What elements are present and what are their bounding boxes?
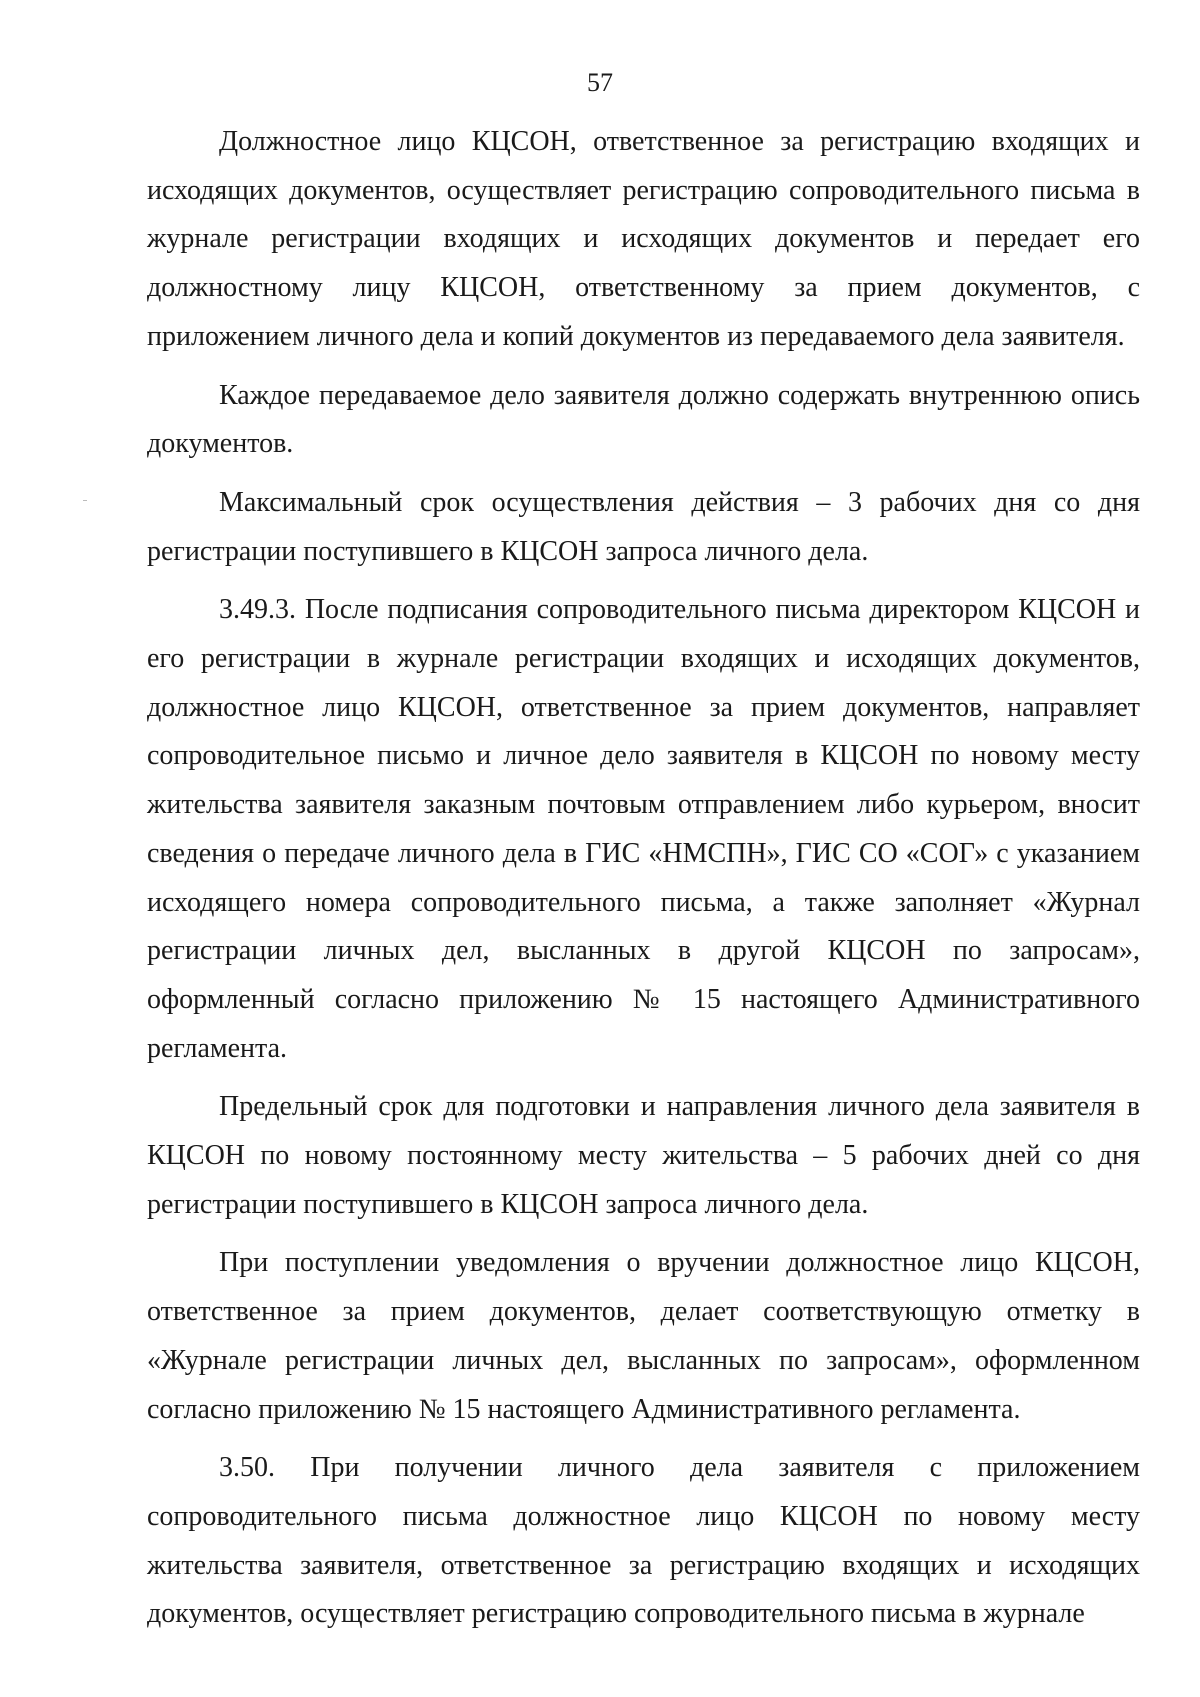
paragraph-delivery-notification: При поступлении уведомления о вручении должностное лицо КЦСОН, ответственное за прием документов, делает соответствующую отметку в «Журнале регистрации личных дел, высланных по запросам», оформленном согласно приложению № 15 настоящего Административного регламента. [147,1247,1140,1425]
paragraph-registration-of-letter: Должностное лицо КЦСОН, ответственное за регистрацию входящих и исходящих документов, осуществляет регистрацию сопроводительного письма в журнале регистрации входящих и исходящих документов и передает его должностному лицу КЦСОН, ответственному за прием документов, с приложением личного дела и копий документов из передаваемого дела заявителя. [147,126,1140,352]
paragraph-deadline-for-sending-case: Предельный срок для подготовки и направления личного дела заявителя в КЦСОН по новому постоянному месту жительства – 5 рабочих дней со дня регистрации поступившего в КЦСОН запроса личного дела. [147,1091,1140,1220]
document-body [147,118,1140,1649]
paragraph-3-50: 3.50. При получении личного дела заявителя с приложением сопроводительного письма должностное лицо КЦСОН по новому месту жительства заявителя, ответственное за регистрацию входящих и исходящих документов, осуществляет регистрацию сопроводительного письма в журнале [147,1452,1140,1630]
scan-artifact-mark [83,500,87,501]
page-number: 57 [587,68,613,97]
paragraph-3-49-3: 3.49.3. После подписания сопроводительного письма директором КЦСОН и его регистрации в журнале регистрации входящих и исходящих документов, должностное лицо КЦСОН, ответственное за прием документов, направляет сопроводительное письмо и личное дело заявителя в КЦСОН по новому месту жительства заявителя заказным почтовым отправлением либо курьером, вносит сведения о передаче личного дела в ГИС «НМСПН», ГИС СО «СОГ» с указанием исходящего номера сопроводительного письма, а также заполняет «Журнал регистрации личных дел, высланных в другой КЦСОН по запросам», оформленный согласно приложению № 15 настоящего Административного регламента. [147,594,1140,1064]
paragraph-max-action-term: Максимальный срок осуществления действия – 3 рабочих дня со дня регистрации поступившего в КЦСОН запроса личного дела. [147,486,1140,567]
paragraph-internal-inventory: Каждое передаваемое дело заявителя должно содержать внутреннюю опись документов. [147,379,1140,460]
